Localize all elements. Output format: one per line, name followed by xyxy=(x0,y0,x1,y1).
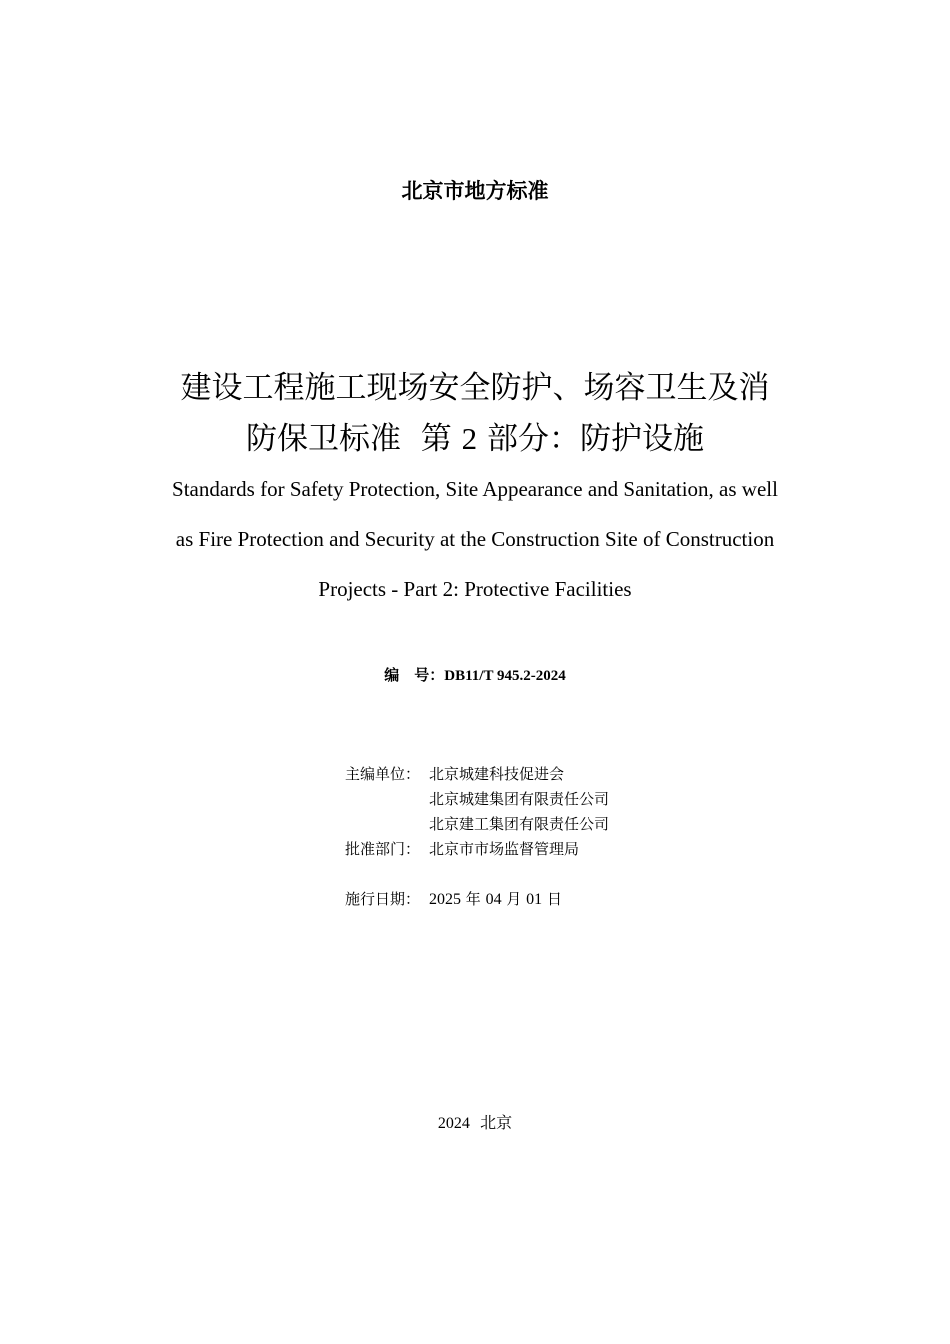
effective-date-month: 04 xyxy=(485,891,502,908)
approval-department-row xyxy=(345,837,579,862)
editor-unit-row-3 xyxy=(345,812,609,837)
effective-date-day-unit: 日 xyxy=(546,890,562,908)
title-zh-line-2-c: 部分：防护设施 xyxy=(486,421,704,457)
publication-footer xyxy=(0,1111,950,1136)
publication-year: 2024 xyxy=(437,1115,470,1132)
title-zh-part-number: 2 xyxy=(461,421,478,456)
editor-unit-3: 北京建工集团有限责任公司 xyxy=(429,815,610,833)
standard-code-value: DB11/T 945.2-2024 xyxy=(444,668,566,684)
title-zh-line-2 xyxy=(0,419,950,459)
title-en-line-2: as Fire Protection and Security at the Construction Site of Construction xyxy=(175,527,775,551)
standard-code xyxy=(0,664,950,687)
effective-date-label: 施行日期： xyxy=(345,890,421,908)
editor-unit-1: 北京城建科技促进会 xyxy=(429,765,565,783)
editor-unit-row-2 xyxy=(345,787,609,812)
title-zh-line-2-b: 第 xyxy=(420,421,452,457)
editor-unit-row-1 xyxy=(345,762,564,787)
effective-date-month-unit: 月 xyxy=(506,890,522,908)
editor-unit-label: 主编单位： xyxy=(345,765,421,783)
editor-unit-2: 北京城建集团有限责任公司 xyxy=(429,790,610,808)
title-en-line-3: Projects - Part 2: Protective Facilities xyxy=(318,577,632,601)
standard-code-label: 编 号： xyxy=(384,666,445,684)
standard-type: 北京市地方标准 xyxy=(401,179,549,203)
approval-department-value: 北京市市场监督管理局 xyxy=(429,840,580,858)
title-en-line-1: Standards for Safety Protection, Site Appearance and Sanitation, as well xyxy=(172,477,778,501)
effective-date-row xyxy=(345,887,562,912)
title-zh-line-1: 建设工程施工现场安全防护、场容卫生及消 xyxy=(180,370,770,406)
approval-department-label: 批准部门： xyxy=(345,840,421,858)
effective-date-day: 01 xyxy=(526,891,543,908)
effective-date-year-unit: 年 xyxy=(465,890,481,908)
effective-date-year: 2025 xyxy=(429,891,461,908)
publication-place: 北京 xyxy=(480,1113,513,1132)
title-zh-line-2-a: 防保卫标准 xyxy=(246,421,402,457)
